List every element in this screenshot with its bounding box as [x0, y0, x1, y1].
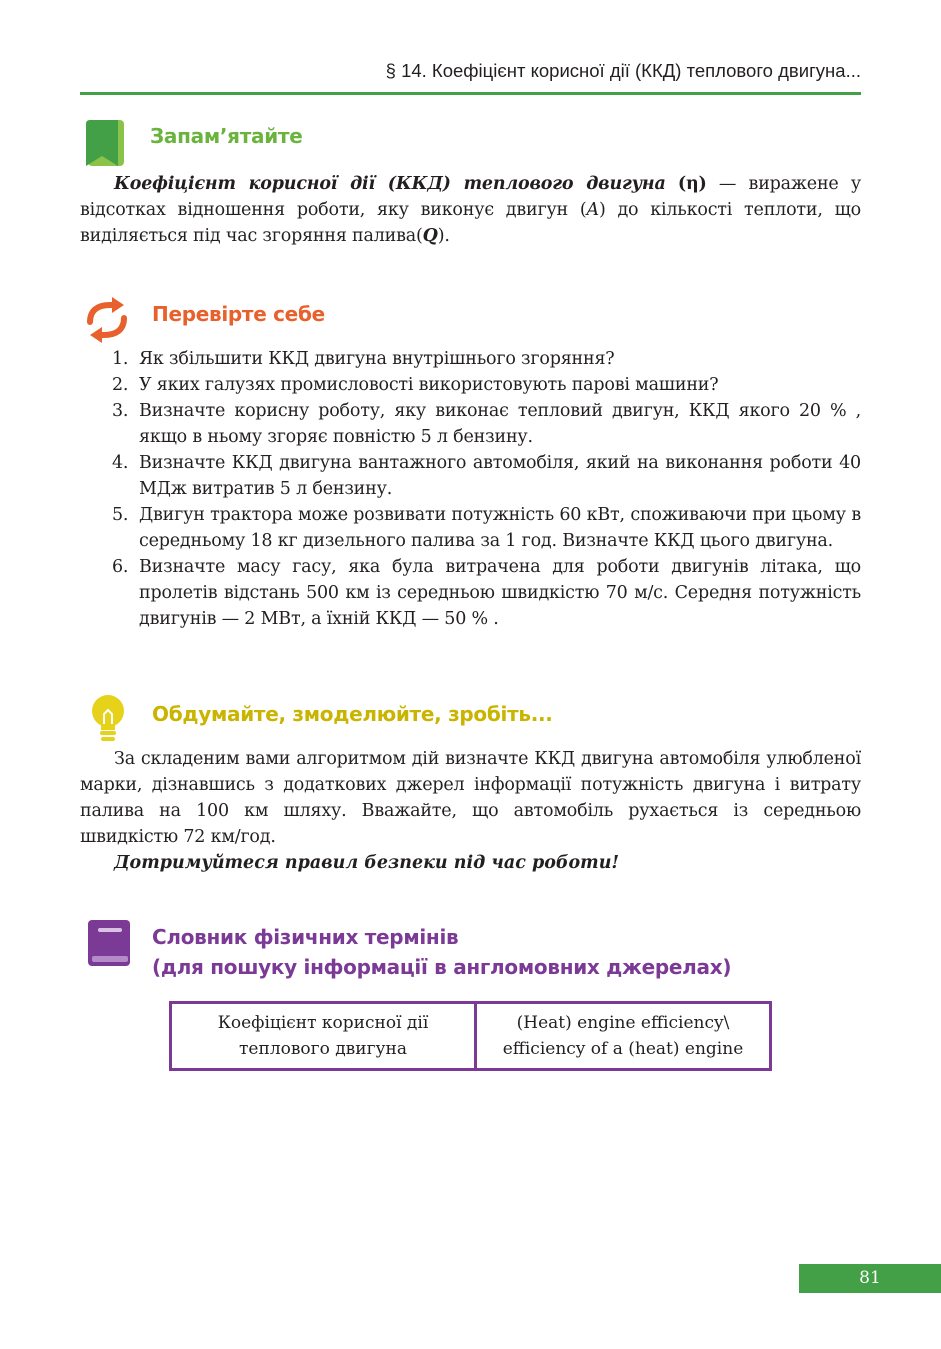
think-paragraph: [80, 746, 861, 850]
glossary-title-line2: (для пошуку інформації в англомовних джерелах): [152, 955, 732, 979]
symbol-q: Q: [422, 226, 438, 246]
lightbulb-icon: [88, 694, 128, 744]
item-text: Як збільшити ККД двигуна внутрішнього згоряння?: [139, 349, 615, 369]
list-item: [112, 372, 861, 398]
item-number: 4.: [112, 453, 129, 473]
refresh-icon: [82, 296, 132, 344]
list-item: [112, 398, 861, 450]
list-item: [112, 346, 861, 372]
header-rule: [80, 92, 861, 95]
item-number: 3.: [112, 401, 129, 421]
remember-definition: [80, 171, 861, 249]
item-number: 1.: [112, 349, 129, 369]
definition-text-2: ) до кількості теплоти, що виділяється під час згоряння палива(: [80, 200, 861, 246]
ua-term-cell: [171, 1003, 476, 1070]
item-text: Визначте ККД двигуна вантажного автомобіля, який на виконання роботи 40 МДж витратив 5 л бензину.: [139, 453, 861, 499]
safety-note: Дотримуйтеся правил безпеки під час роботи!: [114, 853, 620, 873]
table-row: [171, 1003, 771, 1070]
ua-term-line1: Коефіцієнт корисної дії: [217, 1013, 429, 1033]
definition-text-1: — виражене у відсотках відношення роботи, яку виконує двигун (: [80, 174, 861, 220]
check-yourself-title: Перевірте себе: [152, 302, 325, 326]
think-text: За складеним вами алгоритмом дій визначте ККД двигуна автомобіля улюбленої марки, дізнавшись з додаткових джерел інформації потужність двигуна і витрату палива на 100 км шляху. Вважайте, що автомобіль рухається із середньою швидкістю 72 км/год.: [80, 749, 861, 847]
tasks-list: [112, 346, 861, 632]
item-text: Двигун трактора може розвивати потужність 60 кВт, споживаючи при цьому в середньому 18 кг дизельного палива за 1 год. Визначте ККД цього двигуна.: [139, 505, 861, 551]
item-number: 5.: [112, 505, 129, 525]
en-term-line2: efficiency of a (heat) engine: [502, 1039, 744, 1059]
think-title: Обдумайте, змоделюйте, зробіть...: [152, 702, 553, 726]
book-icon: [86, 918, 132, 968]
item-text: Визначте корисну роботу, яку виконає тепловий двигун, ККД якого 20 % , якщо в ньому згоряє повністю 5 л бензину.: [139, 401, 861, 447]
glossary-title-line1: Словник фізичних термінів: [152, 925, 459, 949]
definition-term: Коефіцієнт корисної дії (ККД) теплового двигуна: [114, 174, 666, 194]
list-item: [112, 502, 861, 554]
ua-term-line2: теплового двигуна: [239, 1039, 407, 1059]
running-head: § 14. Коефіцієнт корисної дії (ККД) теплового двигуна...: [385, 60, 861, 81]
definition-text-3: ).: [437, 226, 450, 246]
symbol-a: A: [586, 200, 599, 220]
remember-title: Запам’ятайте: [150, 124, 303, 148]
item-number: 2.: [112, 375, 129, 395]
list-item: [112, 554, 861, 632]
list-item: [112, 450, 861, 502]
eta-symbol: (η): [677, 174, 707, 194]
page-number: 81: [799, 1264, 941, 1293]
item-text: У яких галузях промисловості використовують парові машини?: [139, 375, 719, 395]
bookmark-icon: [84, 118, 128, 168]
en-term-cell: [476, 1003, 771, 1070]
en-term-line1: (Heat) engine efficiency\: [516, 1013, 730, 1033]
item-text: Визначте масу гасу, яка була витрачена для роботи двигунів літака, що пролетів відстань 500 км із середньою швидкістю 70 м/с. Середня потужність двигунів — 2 МВт, а їхній ККД — 50 % .: [139, 557, 861, 629]
item-number: 6.: [112, 557, 129, 577]
glossary-table: [169, 1001, 772, 1071]
